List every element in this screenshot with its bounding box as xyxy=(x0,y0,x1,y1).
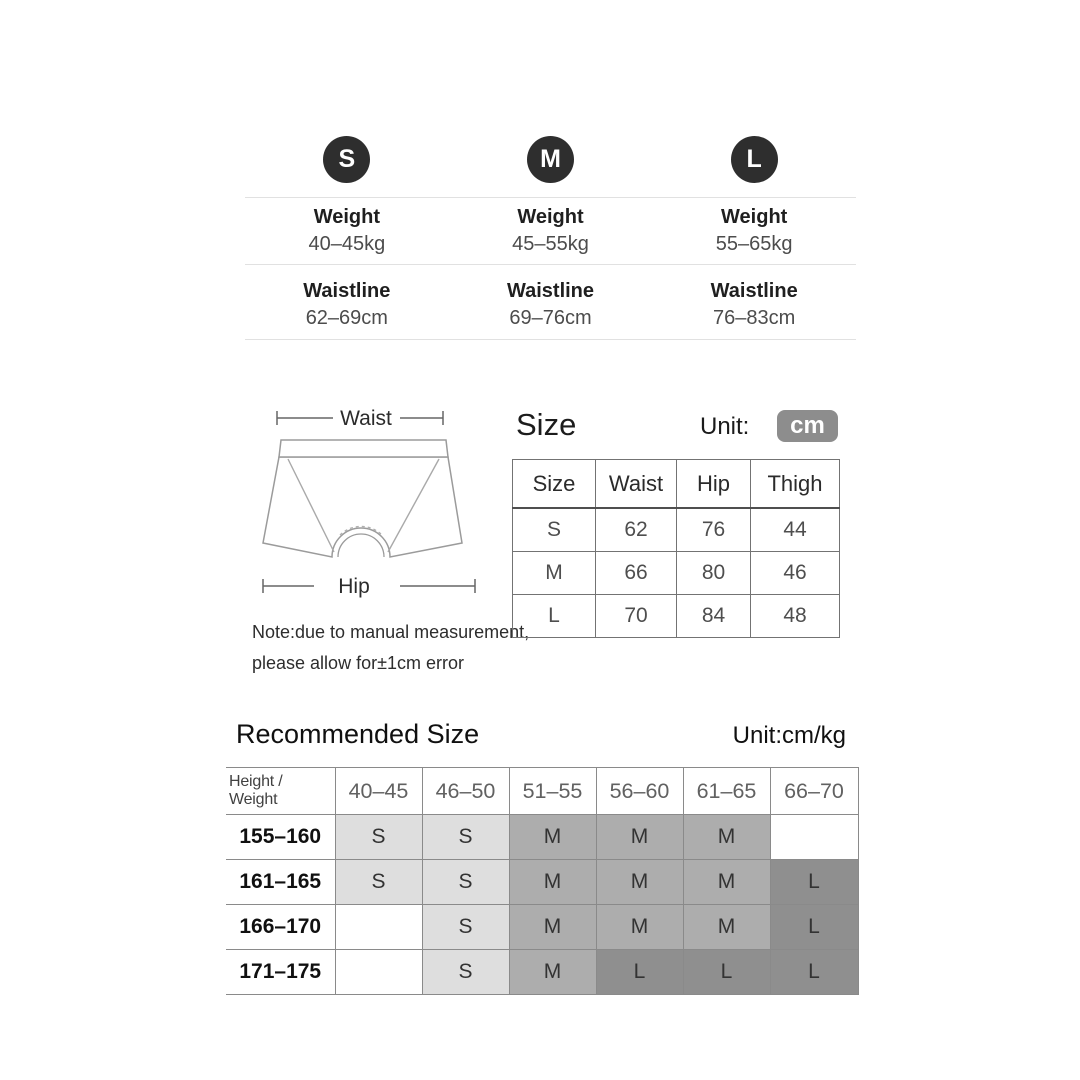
recommended-cell xyxy=(770,815,858,860)
recommended-cell: S xyxy=(422,860,509,905)
waistline-label: Waistline xyxy=(710,280,798,302)
size-badge-s: S xyxy=(323,136,370,183)
recommended-cell: S xyxy=(422,815,509,860)
waistline-label: Waistline xyxy=(506,280,595,302)
weight-range-header: 51–55 xyxy=(509,768,596,815)
size-table-row-l xyxy=(513,595,840,638)
weight-value: 40–45kg xyxy=(308,233,386,255)
weight-value: 45–55kg xyxy=(512,233,589,255)
weight-cell-l xyxy=(652,204,856,264)
height-range-label: 155–160 xyxy=(226,815,335,860)
hip-label: Hip xyxy=(338,575,370,598)
table-cell: 76 xyxy=(677,508,751,552)
recommended-cell: M xyxy=(683,860,770,905)
recommended-header-row xyxy=(226,768,858,815)
table-cell: 44 xyxy=(751,508,840,552)
table-cell: 70 xyxy=(596,595,677,638)
recommended-cell xyxy=(335,905,422,950)
waist-label: Waist xyxy=(340,407,392,430)
waistline-cell-m xyxy=(449,278,653,339)
table-row xyxy=(226,950,858,995)
height-range-label: 171–175 xyxy=(226,950,335,995)
size-column-l xyxy=(652,130,856,197)
recommended-cell: M xyxy=(509,815,596,860)
recommended-unit-label: Unit:cm/kg xyxy=(732,722,846,749)
size-table-header: Thigh xyxy=(751,460,840,509)
waistline-cell-l xyxy=(652,278,856,339)
height-range-label: 161–165 xyxy=(226,860,335,905)
size-summary-section xyxy=(245,130,856,340)
weight-range-header: 46–50 xyxy=(422,768,509,815)
weight-range-header: 66–70 xyxy=(770,768,858,815)
waistline-value: 69–76cm xyxy=(509,307,592,329)
waistline-value: 62–69cm xyxy=(305,307,388,329)
recommended-cell: M xyxy=(596,815,683,860)
recommended-cell: M xyxy=(596,905,683,950)
table-cell: 80 xyxy=(677,552,751,595)
size-table-title: Size xyxy=(516,407,577,442)
recommended-size-title: Recommended Size xyxy=(236,719,480,749)
crotch-inner-arc xyxy=(338,534,384,557)
table-cell: 62 xyxy=(596,508,677,552)
weight-range-header: 40–45 xyxy=(335,768,422,815)
garment-outline xyxy=(263,440,462,557)
size-table-header: Hip xyxy=(677,460,751,509)
recommended-cell: L xyxy=(770,905,858,950)
waistline-label: Waistline xyxy=(303,280,391,302)
waistline-row xyxy=(245,264,856,340)
height-range-label: 166–170 xyxy=(226,905,335,950)
recommended-cell: S xyxy=(335,860,422,905)
recommended-cell: L xyxy=(683,950,770,995)
recommended-cell: L xyxy=(770,860,858,905)
table-cell: S xyxy=(513,508,596,552)
recommended-cell: M xyxy=(683,905,770,950)
recommended-cell: L xyxy=(770,950,858,995)
recommended-cell: M xyxy=(683,815,770,860)
size-table-header: Size xyxy=(513,460,596,509)
weight-value: 55–65kg xyxy=(715,233,793,255)
weight-label: Weight xyxy=(313,206,380,228)
recommended-cell: S xyxy=(422,950,509,995)
size-table-row-m xyxy=(513,552,840,595)
size-table-row-s xyxy=(513,508,840,552)
height-weight-corner-header: Height / Weight xyxy=(226,768,335,815)
table-row xyxy=(226,815,858,860)
waistline-cell-s xyxy=(245,278,449,339)
table-row xyxy=(226,860,858,905)
note-line-1: Note:due to manual measurement, xyxy=(252,622,530,642)
recommended-cell: S xyxy=(422,905,509,950)
unit-label: Unit: xyxy=(700,413,750,440)
recommended-cell: M xyxy=(509,950,596,995)
recommended-cell: M xyxy=(509,860,596,905)
waistline-value: 76–83cm xyxy=(713,307,796,329)
size-table-header: Waist xyxy=(596,460,677,509)
measurement-note xyxy=(252,617,529,679)
size-badge-m: M xyxy=(527,136,574,183)
recommended-cell: L xyxy=(596,950,683,995)
weight-cell-m xyxy=(449,204,653,264)
recommended-cell: S xyxy=(335,815,422,860)
size-table xyxy=(512,459,840,638)
size-table-header-row xyxy=(513,460,840,509)
table-row xyxy=(226,905,858,950)
table-cell: 84 xyxy=(677,595,751,638)
size-column-m xyxy=(449,130,653,197)
weight-range-header: 61–65 xyxy=(683,768,770,815)
garment-diagram xyxy=(248,400,500,600)
recommended-cell: M xyxy=(596,860,683,905)
size-circles-row xyxy=(245,130,856,197)
size-column-s xyxy=(245,130,449,197)
note-line-2: please allow for±1cm error xyxy=(252,653,464,673)
weight-label: Weight xyxy=(517,206,584,228)
recommended-cell: M xyxy=(509,905,596,950)
table-cell: 48 xyxy=(751,595,840,638)
weight-row xyxy=(245,197,856,264)
table-cell: 46 xyxy=(751,552,840,595)
recommended-size-table xyxy=(226,767,859,995)
weight-cell-s xyxy=(245,204,449,264)
weight-label: Weight xyxy=(721,206,788,228)
table-cell: 66 xyxy=(596,552,677,595)
unit-cm-badge: cm xyxy=(777,410,838,442)
weight-range-header: 56–60 xyxy=(596,768,683,815)
recommended-cell xyxy=(335,950,422,995)
table-cell: M xyxy=(513,552,596,595)
table-cell: L xyxy=(513,595,596,638)
size-badge-l: L xyxy=(731,136,778,183)
